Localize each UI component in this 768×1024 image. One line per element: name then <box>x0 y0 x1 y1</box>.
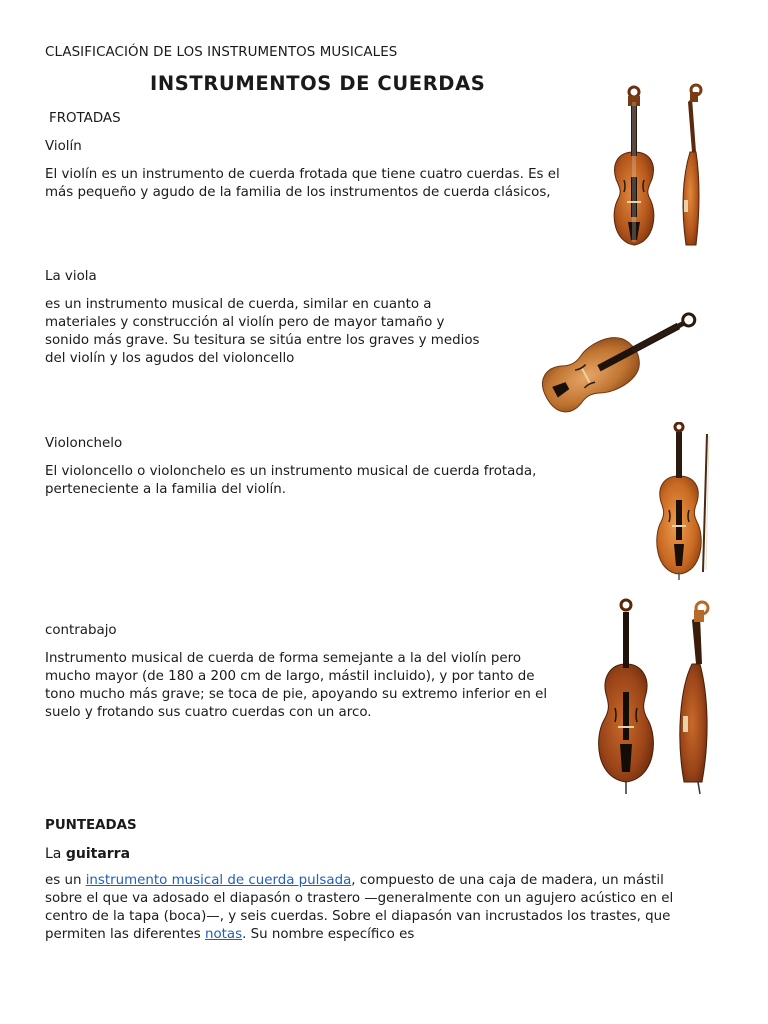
contrabajo-title: contrabajo <box>45 623 117 638</box>
cello-icon <box>645 422 715 580</box>
contrabajo-line-2: mucho mayor (de 180 a 200 cm de largo, mástil incluido), y por tanto de <box>45 669 535 684</box>
contrabajo-description <box>45 650 547 722</box>
viola-line-1: es un instrumento musical de cuerda, similar en cuanto a <box>45 297 432 312</box>
guitarra-line-4-start: permiten las diferentes <box>45 927 205 942</box>
violin-title: Violín <box>45 139 82 154</box>
guitarra-line-4-end: . Su nombre específico es <box>242 927 415 942</box>
guitarra-title-bold: guitarra <box>65 846 131 862</box>
guitarra-line-1 <box>45 872 673 890</box>
double-bass-image <box>588 598 723 796</box>
violin-line-1: El violín es un instrumento de cuerda frotada que tiene cuatro cuerdas. Es el <box>45 167 560 182</box>
violin-image <box>600 82 715 252</box>
guitarra-line-2: sobre el que va adosado el diapasón o trastero —generalmente con un agujero acústico en el <box>45 891 674 906</box>
contrabajo-line-3: tono mucho más grave; se toca de pie, apoyando su extremo inferior en el <box>45 687 548 702</box>
viola-line-3: sonido más grave. Su tesitura se sitúa entre los graves y medios <box>45 333 480 348</box>
section-label-punteadas: PUNTEADAS <box>45 818 137 833</box>
document-title: CLASIFICACIÓN DE LOS INSTRUMENTOS MUSICALES <box>45 45 398 60</box>
contrabajo-line-1: Instrumento musical de cuerda de forma semejante a la del violín pero <box>45 651 522 666</box>
link-instrumento-cuerda-pulsada[interactable]: instrumento musical de cuerda pulsada <box>85 873 352 888</box>
viola-line-4: del violín y los agudos del violoncello <box>45 351 295 366</box>
cello-title: Violonchelo <box>45 436 123 451</box>
cello-description <box>45 463 536 499</box>
viola-title: La viola <box>45 269 97 284</box>
violin-description <box>45 166 560 202</box>
guitarra-title <box>45 845 130 863</box>
link-notas[interactable]: notas <box>205 927 243 942</box>
guitarra-line-3: centro de la tapa (boca)—, y seis cuerdas. Sobre el diapasón van incrustados los trastes, que <box>45 909 671 924</box>
violin-line-2: más pequeño y agudo de la familia de los instrumentos de cuerda clásicos, <box>45 185 551 200</box>
guitarra-description <box>45 872 673 944</box>
contrabajo-line-4: suelo y frotando sus cuatro cuerdas con un arco. <box>45 705 372 720</box>
viola-description <box>45 296 479 368</box>
section-label-frotadas: FROTADAS <box>49 111 121 126</box>
cello-image <box>645 422 715 580</box>
viola-line-2: materiales y construcción al violín pero de mayor tamaño y <box>45 315 445 330</box>
guitarra-line-1-end: , compuesto de una caja de madera, un mástil <box>351 873 664 888</box>
double-bass-icon <box>588 598 723 796</box>
viola-image <box>528 294 706 416</box>
violin-icon <box>600 82 715 252</box>
viola-icon <box>528 294 706 416</box>
guitarra-title-prefix: La <box>45 846 66 862</box>
cello-line-1: El violoncello o violonchelo es un instrumento musical de cuerda frotada, <box>45 464 537 479</box>
cello-line-2: perteneciente a la familia del violín. <box>45 482 286 497</box>
guitarra-line-1-start: es un <box>45 873 86 888</box>
main-heading: INSTRUMENTOS DE CUERDAS <box>150 72 486 95</box>
guitarra-line-4 <box>45 926 673 944</box>
